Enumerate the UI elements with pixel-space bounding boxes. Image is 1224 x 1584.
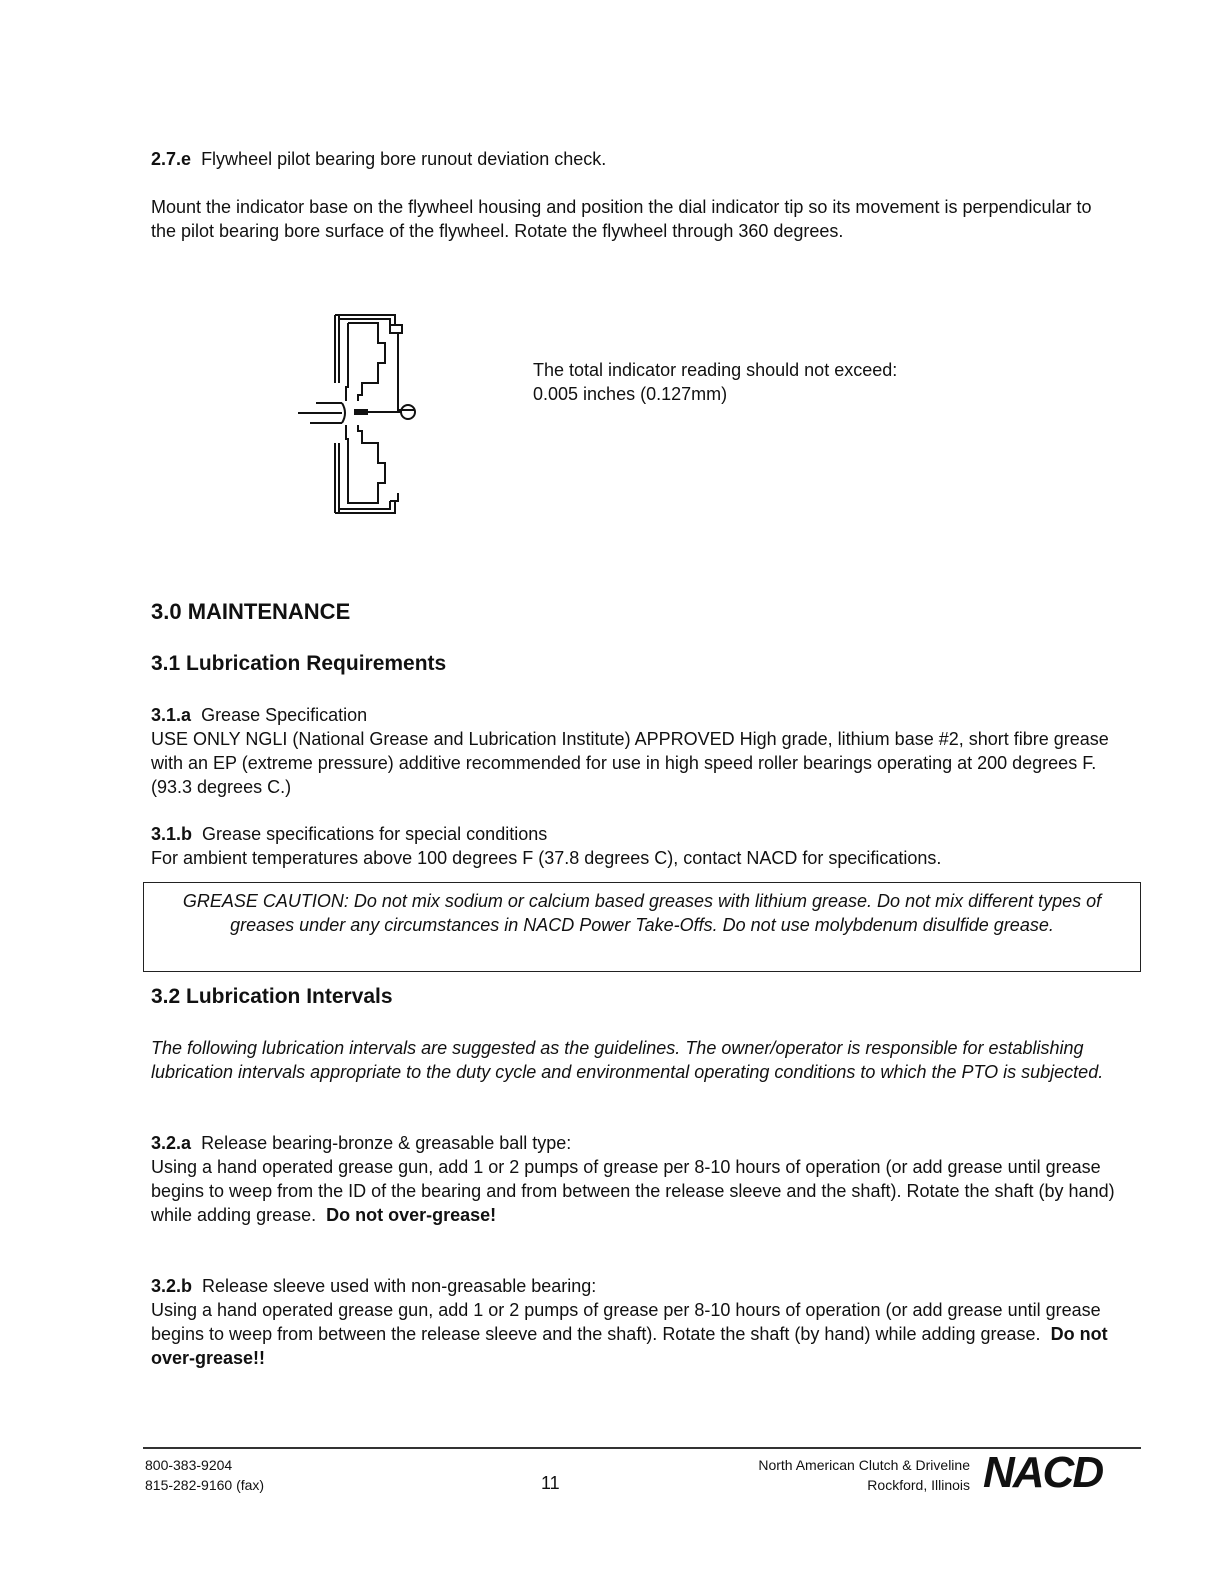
footer-company: North American Clutch & Driveline [758, 1457, 970, 1473]
over-grease-warning: Do not over-grease! [326, 1205, 497, 1225]
section-number: 2.7.e [151, 149, 192, 169]
section-2-7-e-body: Mount the indicator base on the flywheel housing and position the dial indicator tip so its movement is perpendicular to the pilot bearing bore surface of the flywheel. Rotate the flywheel through 360 degrees. [151, 197, 1092, 241]
section-number: 3.1.b [151, 824, 193, 844]
section-title: Grease specifications for special conditions [202, 824, 548, 844]
reading-label: The total indicator reading should not exceed: [533, 360, 898, 380]
section-3-1-a [151, 703, 1126, 799]
section-number: 3.2.a [151, 1133, 192, 1153]
section-3-1-b [151, 822, 1126, 870]
flywheel-runout-diagram [290, 305, 430, 520]
flywheel-diagram-figure [290, 305, 430, 520]
section-3-2-b [151, 1274, 1126, 1370]
lubrication-intervals-intro: The following lubrication intervals are suggested as the guidelines. The owner/operator is responsible for establishing lubrication intervals appropriate to the duty cycle and environmental operating conditions to which the PTO is subjected. [151, 1038, 1104, 1082]
section-body: Using a hand operated grease gun, add 1 or 2 pumps of grease per 8-10 hours of operation (or add grease until grease begins to weep from the ID of the bearing and from between the release sleeve and the shaft). Rotate the shaft (by hand) while adding grease. [151, 1157, 1115, 1225]
heading-lubrication-requirements: 3.1 Lubrication Requirements [151, 652, 447, 675]
over-grease-warning: Do not over-grease!! [151, 1324, 1108, 1368]
footer-city: Rockford, Illinois [867, 1477, 970, 1493]
section-body: For ambient temperatures above 100 degrees F (37.8 degrees C), contact NACD for specifications. [151, 848, 942, 868]
grease-caution-box: GREASE CAUTION: Do not mix sodium or calcium based greases with lithium grease. Do not mix different types of greases under any circumstances in NACD Power Take-Offs. Do not use molybdenum disulfide grease. [143, 882, 1141, 972]
nacd-logo: NACD [983, 1448, 1103, 1497]
footer-fax: 815-282-9160 (fax) [145, 1477, 265, 1493]
section-body: USE ONLY NGLI (National Grease and Lubrication Institute) APPROVED High grade, lithium base #2, short fibre grease with an EP (extreme pressure) additive recommended for use in high speed roller bearings operating at 200 degrees F. (93.3 degrees C.) [151, 729, 1109, 797]
page-number: 11 [541, 1473, 560, 1493]
section-2-7-e-heading [151, 147, 1111, 171]
section-body: Using a hand operated grease gun, add 1 or 2 pumps of grease per 8-10 hours of operation (or add grease until grease begins to weep from between the release sleeve and the shaft). Rotate the shaft (by hand) while adding grease. [151, 1300, 1101, 1344]
reading-value: 0.005 inches (0.127mm) [533, 384, 728, 404]
section-title: Release bearing-bronze & greasable ball type: [201, 1133, 572, 1153]
section-title: Grease Specification [201, 705, 368, 725]
heading-lubrication-intervals: 3.2 Lubrication Intervals [151, 985, 393, 1008]
section-title: Release sleeve used with non-greasable bearing: [202, 1276, 597, 1296]
indicator-reading-spec [533, 358, 1033, 406]
section-number: 3.1.a [151, 705, 192, 725]
footer-contact [145, 1455, 264, 1495]
section-number: 3.2.b [151, 1276, 193, 1296]
section-title: Flywheel pilot bearing bore runout deviation check. [201, 149, 607, 169]
footer-company-block [660, 1455, 970, 1495]
heading-maintenance: 3.0 MAINTENANCE [151, 599, 351, 624]
section-3-2-a [151, 1131, 1126, 1227]
footer-phone: 800-383-9204 [145, 1457, 233, 1473]
